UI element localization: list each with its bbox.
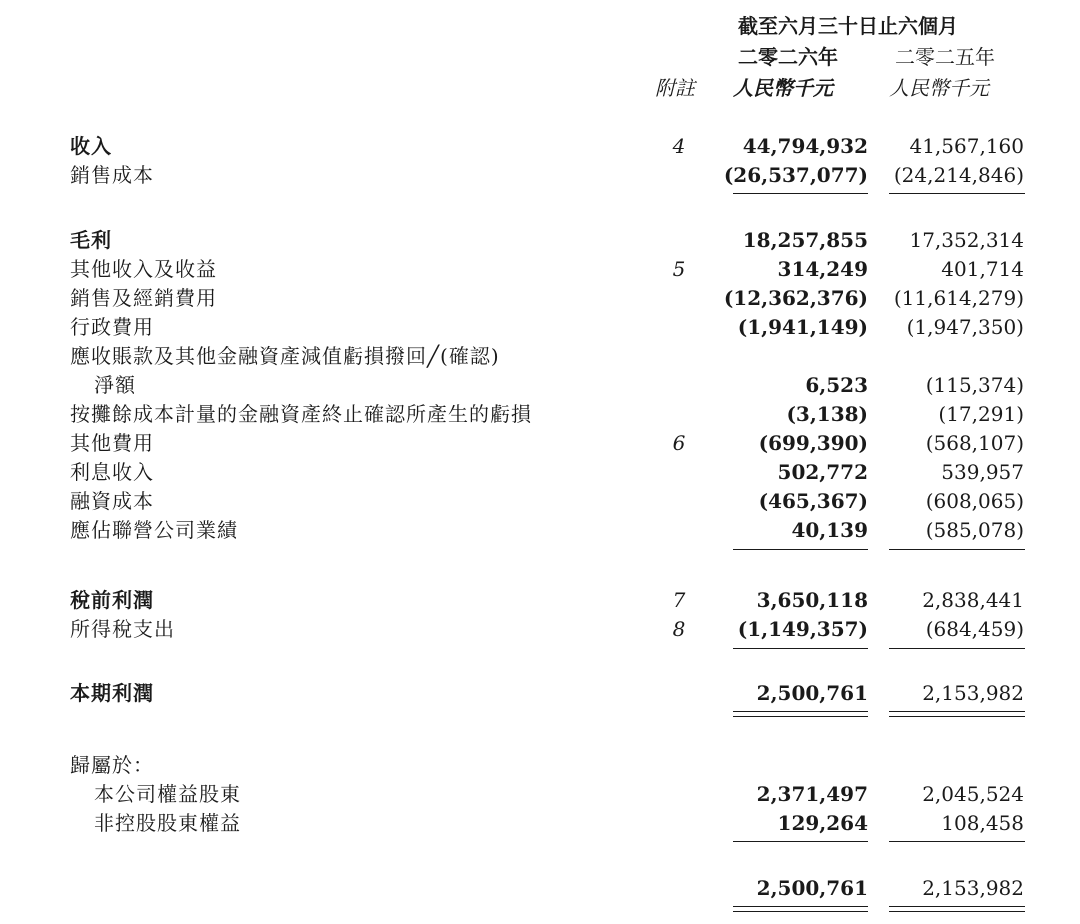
unit-2026-heading: 人民幣千元 bbox=[733, 76, 833, 100]
value-2026: 129,264 bbox=[777, 811, 868, 835]
value-2025: (115,374) bbox=[925, 373, 1024, 397]
value-2026: 40,139 bbox=[791, 518, 868, 542]
row-label: 毛利 bbox=[70, 228, 112, 252]
subtotal-rule bbox=[733, 193, 868, 194]
year-2026-heading: 二零二六年 bbox=[738, 45, 838, 69]
row-note: 6 bbox=[672, 431, 686, 455]
table-row bbox=[0, 516, 1080, 545]
table-row bbox=[0, 487, 1080, 516]
table-row bbox=[0, 615, 1080, 644]
table-row bbox=[0, 586, 1080, 615]
table-row bbox=[0, 679, 1080, 708]
value-2025: (17,291) bbox=[938, 402, 1024, 426]
subtotal-rule bbox=[889, 193, 1025, 194]
table-row bbox=[0, 780, 1080, 809]
row-label: 其他費用 bbox=[70, 431, 154, 455]
table-row bbox=[0, 371, 1080, 400]
value-2026: 2,500,761 bbox=[756, 681, 868, 705]
total-double-rule bbox=[889, 716, 1025, 717]
value-2026: 502,772 bbox=[777, 460, 868, 484]
value-2026: 44,794,932 bbox=[742, 134, 868, 158]
table-row bbox=[0, 313, 1080, 342]
table-row bbox=[0, 809, 1080, 838]
table-row bbox=[0, 161, 1080, 190]
total-double-rule bbox=[733, 711, 868, 712]
subtotal-rule bbox=[889, 549, 1025, 550]
row-label: 非控股股東權益 bbox=[94, 811, 241, 835]
value-2026: (1,941,149) bbox=[737, 315, 868, 339]
value-2025: 17,352,314 bbox=[909, 228, 1024, 252]
row-label: 按攤餘成本計量的金融資產終止確認所產生的虧損 bbox=[70, 402, 532, 426]
row-label: 其他收入及收益 bbox=[70, 257, 217, 281]
total-double-rule bbox=[733, 911, 868, 912]
table-row bbox=[0, 458, 1080, 487]
row-label: 本期利潤 bbox=[70, 681, 154, 705]
total-double-rule bbox=[889, 906, 1025, 907]
value-2026: (1,149,357) bbox=[737, 617, 868, 641]
subtotal-rule bbox=[889, 841, 1025, 842]
row-label: 歸屬於： bbox=[70, 753, 154, 777]
total-double-rule bbox=[889, 711, 1025, 712]
value-2025: (11,614,279) bbox=[893, 286, 1024, 310]
row-label: 淨額 bbox=[94, 373, 136, 397]
row-label: 本公司權益股東 bbox=[94, 782, 241, 806]
row-label: 所得稅支出 bbox=[70, 617, 175, 641]
table-row bbox=[0, 284, 1080, 313]
value-2025: (585,078) bbox=[925, 518, 1024, 542]
value-2025: (568,107) bbox=[925, 431, 1024, 455]
table-row bbox=[0, 226, 1080, 255]
value-2026: 2,500,761 bbox=[756, 876, 868, 900]
table-row bbox=[0, 751, 1080, 780]
subtotal-rule bbox=[889, 648, 1025, 649]
row-note: 4 bbox=[672, 134, 686, 158]
total-double-rule bbox=[889, 911, 1025, 912]
value-2026: 6,523 bbox=[805, 373, 868, 397]
row-label: 應收賬款及其他金融資產減值虧損撥回╱(確認) bbox=[70, 344, 500, 368]
value-2026: 18,257,855 bbox=[742, 228, 868, 252]
subtotal-rule bbox=[733, 549, 868, 550]
row-label: 行政費用 bbox=[70, 315, 154, 339]
value-2026: 314,249 bbox=[777, 257, 868, 281]
value-2026: 2,371,497 bbox=[756, 782, 868, 806]
value-2025: 2,153,982 bbox=[922, 681, 1024, 705]
row-label: 應佔聯營公司業績 bbox=[70, 518, 238, 542]
value-2026: 3,650,118 bbox=[756, 588, 868, 612]
value-2025: 108,458 bbox=[941, 811, 1024, 835]
total-double-rule bbox=[733, 716, 868, 717]
table-row bbox=[0, 132, 1080, 161]
year-2025-heading: 二零二五年 bbox=[895, 45, 995, 69]
table-row bbox=[0, 429, 1080, 458]
value-2025: (24,214,846) bbox=[893, 163, 1024, 187]
row-label: 利息收入 bbox=[70, 460, 154, 484]
value-2026: (465,367) bbox=[758, 489, 868, 513]
row-note: 8 bbox=[672, 617, 686, 641]
table-row bbox=[0, 874, 1080, 903]
table-row bbox=[0, 342, 1080, 371]
value-2025: 539,957 bbox=[941, 460, 1024, 484]
value-2025: 41,567,160 bbox=[909, 134, 1024, 158]
row-label: 融資成本 bbox=[70, 489, 154, 513]
row-label: 稅前利潤 bbox=[70, 588, 154, 612]
table-row bbox=[0, 400, 1080, 429]
value-2025: (608,065) bbox=[925, 489, 1024, 513]
row-note: 5 bbox=[672, 257, 686, 281]
period-heading: 截至六月三十日止六個月 bbox=[738, 14, 958, 38]
value-2025: 2,838,441 bbox=[922, 588, 1024, 612]
unit-2025-heading: 人民幣千元 bbox=[889, 76, 989, 100]
value-2026: (26,537,077) bbox=[723, 163, 868, 187]
value-2025: (684,459) bbox=[925, 617, 1024, 641]
value-2026: (3,138) bbox=[786, 402, 868, 426]
total-double-rule bbox=[733, 906, 868, 907]
table-row bbox=[0, 255, 1080, 284]
value-2025: 2,045,524 bbox=[922, 782, 1024, 806]
value-2026: (12,362,376) bbox=[723, 286, 868, 310]
value-2025: (1,947,350) bbox=[906, 315, 1024, 339]
value-2026: (699,390) bbox=[758, 431, 868, 455]
row-note: 7 bbox=[672, 588, 686, 612]
subtotal-rule bbox=[733, 648, 868, 649]
value-2025: 401,714 bbox=[941, 257, 1024, 281]
row-label: 收入 bbox=[70, 134, 112, 158]
note-column-heading: 附註 bbox=[655, 76, 695, 100]
row-label: 銷售成本 bbox=[70, 163, 154, 187]
subtotal-rule bbox=[733, 841, 868, 842]
row-label: 銷售及經銷費用 bbox=[70, 286, 217, 310]
value-2025: 2,153,982 bbox=[922, 876, 1024, 900]
